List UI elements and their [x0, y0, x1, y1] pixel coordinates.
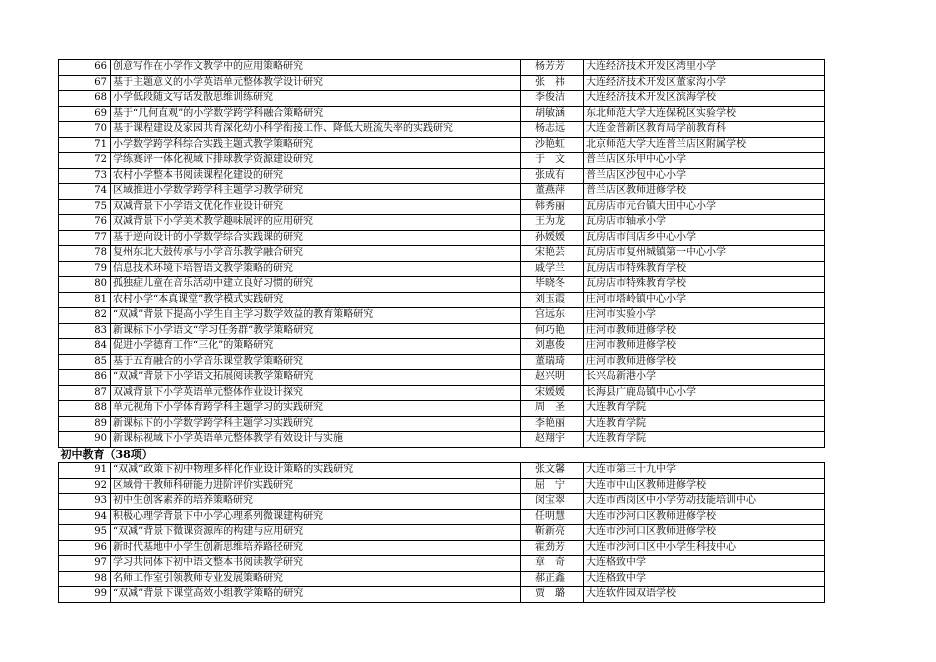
row-name: 戚学兰	[521, 261, 584, 277]
table-row	[59, 463, 825, 479]
table-row	[59, 370, 825, 386]
row-unit: 大连经济技术开发区湾里小学	[584, 60, 825, 76]
spreadsheet	[58, 59, 814, 603]
row-unit: 大连教育学院	[584, 416, 825, 432]
row-unit: 大连市中山区教师进修学校	[584, 478, 825, 494]
row-unit: 瓦房店市特殊教育学校	[584, 261, 825, 277]
row-title: 农村小学“本真课堂”教学模式实践研究	[111, 292, 521, 308]
row-name: 张成有	[521, 168, 584, 184]
row-title: “双减”背景下小学语文拓展阅读教学策略研究	[111, 370, 521, 386]
row-name: 刘惠俊	[521, 339, 584, 355]
row-name: 郝正鑫	[521, 571, 584, 587]
table-row	[59, 60, 825, 76]
table-row	[59, 168, 825, 184]
row-number: 98	[59, 571, 111, 587]
row-number: 87	[59, 385, 111, 401]
table-row	[59, 525, 825, 541]
row-name: 靳新亮	[521, 525, 584, 541]
table-row	[59, 75, 825, 91]
row-name: 杨芳芳	[521, 60, 584, 76]
table-row	[59, 385, 825, 401]
row-unit: 瓦房店市复州城镇第一中心小学	[584, 246, 825, 262]
row-title: 复州东北大鼓传承与小学音乐教学融合研究	[111, 246, 521, 262]
row-name: 周 圣	[521, 401, 584, 417]
table-row	[59, 261, 825, 277]
table-row	[59, 556, 825, 572]
table-row	[59, 230, 825, 246]
row-number: 88	[59, 401, 111, 417]
row-unit: 大连教育学院	[584, 401, 825, 417]
row-title: 区域推进小学数学跨学科主题学习教学研究	[111, 184, 521, 200]
row-name: 赵翔宇	[521, 432, 584, 448]
row-title: 区域骨干教师科研能力进阶评价实践研究	[111, 478, 521, 494]
row-number: 76	[59, 215, 111, 231]
row-name: 宫远东	[521, 308, 584, 324]
table-row	[59, 339, 825, 355]
row-name: 毕晓冬	[521, 277, 584, 293]
row-number: 95	[59, 525, 111, 541]
row-title: 创意写作在小学作文教学中的应用策略研究	[111, 60, 521, 76]
row-unit: 东北师范大学大连保税区实验学校	[584, 106, 825, 122]
row-name: 董燕萍	[521, 184, 584, 200]
row-title: 农村小学整本书阅读课程化建设的研究	[111, 168, 521, 184]
row-title: 信息技术环境下培智语文教学策略的研究	[111, 261, 521, 277]
row-number: 71	[59, 137, 111, 153]
table-row	[59, 199, 825, 215]
row-title: 初中生创客素养的培养策略研究	[111, 494, 521, 510]
row-unit: 大连经济技术开发区滨海学校	[584, 91, 825, 107]
row-title: “双减”背景下提高小学生自主学习数学效益的教育策略研究	[111, 308, 521, 324]
row-unit: 大连格致中学	[584, 556, 825, 572]
table-row	[59, 509, 825, 525]
row-unit: 普兰店区沙包中心小学	[584, 168, 825, 184]
row-title: 新课标下小学语文“学习任务群”教学策略研究	[111, 323, 521, 339]
row-unit: 北京师范大学大连普兰店区附属学校	[584, 137, 825, 153]
row-name: 李俊洁	[521, 91, 584, 107]
section-header	[59, 447, 825, 463]
row-title: 学练赛评一体化视域下排球教学资源建设研究	[111, 153, 521, 169]
row-title: 新课标下的小学数学跨学科主题学习实践研究	[111, 416, 521, 432]
table-row	[59, 416, 825, 432]
row-unit: 瓦房店市特殊教育学校	[584, 277, 825, 293]
row-number: 72	[59, 153, 111, 169]
row-title: 基于“几何直观”的小学数学跨学科融合策略研究	[111, 106, 521, 122]
row-unit: 大连教育学院	[584, 432, 825, 448]
row-name: 章 奇	[521, 556, 584, 572]
row-number: 70	[59, 122, 111, 138]
table-row	[59, 540, 825, 556]
row-title: 新课标视域下小学英语单元整体教学有效设计与实施	[111, 432, 521, 448]
row-title: 新时代基地中小学生创新思维培养路径研究	[111, 540, 521, 556]
row-name: 宋媛媛	[521, 385, 584, 401]
row-title: 双减背景下小学英语单元整体作业设计探究	[111, 385, 521, 401]
row-title: 名师工作室引领教师专业发展策略研究	[111, 571, 521, 587]
row-title: 单元视角下小学体育跨学科主题学习的实践研究	[111, 401, 521, 417]
row-number: 69	[59, 106, 111, 122]
table-row	[59, 106, 825, 122]
table-row	[59, 432, 825, 448]
row-name: 孙媛媛	[521, 230, 584, 246]
row-title: 双减背景下小学语文优化作业设计研究	[111, 199, 521, 215]
row-name: 王为龙	[521, 215, 584, 231]
row-number: 93	[59, 494, 111, 510]
row-number: 99	[59, 587, 111, 603]
row-title: 基于主题意义的小学英语单元整体教学设计研究	[111, 75, 521, 91]
row-title: 基于五育融合的小学音乐课堂教学策略研究	[111, 354, 521, 370]
table-row	[59, 122, 825, 138]
row-number: 81	[59, 292, 111, 308]
row-title: 基于逆向设计的小学数学综合实践课的研究	[111, 230, 521, 246]
table-row	[59, 215, 825, 231]
row-name: 于 文	[521, 153, 584, 169]
row-name: 胡敏涵	[521, 106, 584, 122]
row-unit: 大连市沙河口区教师进修学校	[584, 525, 825, 541]
row-number: 78	[59, 246, 111, 262]
row-number: 83	[59, 323, 111, 339]
row-name: 贾 璐	[521, 587, 584, 603]
row-unit: 大连金普新区教育局学前教育科	[584, 122, 825, 138]
row-title: “双减”背景下微课资源库的构建与应用研究	[111, 525, 521, 541]
table-row	[59, 91, 825, 107]
row-name: 董瑞琦	[521, 354, 584, 370]
row-title: 双减背景下小学美术教学趣味展评的应用研究	[111, 215, 521, 231]
table-row	[59, 277, 825, 293]
row-unit: 大连市西岗区中小学劳动技能培训中心	[584, 494, 825, 510]
row-number: 75	[59, 199, 111, 215]
row-number: 77	[59, 230, 111, 246]
row-unit: 庄河市塔岭镇中心小学	[584, 292, 825, 308]
row-unit: 瓦房店市闫店乡中心小学	[584, 230, 825, 246]
row-unit: 大连市第三十九中学	[584, 463, 825, 479]
row-name: 赵兴明	[521, 370, 584, 386]
row-unit: 大连市沙河口区教师进修学校	[584, 509, 825, 525]
row-number: 73	[59, 168, 111, 184]
table-row	[59, 292, 825, 308]
row-unit: 瓦房店市轴承小学	[584, 215, 825, 231]
junior-rows	[59, 463, 825, 603]
row-unit: 庄河市实验小学	[584, 308, 825, 324]
row-title: 促进小学德育工作“三化”的策略研究	[111, 339, 521, 355]
row-number: 92	[59, 478, 111, 494]
row-name: 沙艳虹	[521, 137, 584, 153]
row-number: 68	[59, 91, 111, 107]
row-title: “双减”背景下课堂高效小组教学策略的研究	[111, 587, 521, 603]
primary-rows	[59, 60, 825, 448]
row-unit: 大连格致中学	[584, 571, 825, 587]
row-name: 李艳丽	[521, 416, 584, 432]
section-title: 初中教育（38项）	[59, 447, 825, 463]
row-title: 学习共同体下初中语文整本书阅读教学研究	[111, 556, 521, 572]
table-row	[59, 137, 825, 153]
row-name: 何巧艳	[521, 323, 584, 339]
row-number: 96	[59, 540, 111, 556]
row-number: 82	[59, 308, 111, 324]
row-name: 任明慧	[521, 509, 584, 525]
row-name: 闵宝翠	[521, 494, 584, 510]
row-title: 基于课程建设及家园共育深化幼小科学衔接工作、降低大班流失率的实践研究	[111, 122, 521, 138]
row-unit: 普兰店区教师进修学校	[584, 184, 825, 200]
row-name: 杨志远	[521, 122, 584, 138]
row-name: 张文馨	[521, 463, 584, 479]
row-number: 85	[59, 354, 111, 370]
row-unit: 瓦房店市元台镇大田中心小学	[584, 199, 825, 215]
row-title: 积极心理学背景下中小学心理系列微课建构研究	[111, 509, 521, 525]
table-row	[59, 153, 825, 169]
row-unit: 大连软件园双语学校	[584, 587, 825, 603]
table-row	[59, 478, 825, 494]
table-row	[59, 494, 825, 510]
row-number: 84	[59, 339, 111, 355]
table-row	[59, 571, 825, 587]
row-name: 霍劲芳	[521, 540, 584, 556]
row-name: 刘玉霞	[521, 292, 584, 308]
row-number: 89	[59, 416, 111, 432]
row-unit: 大连市沙河口区中小学生科技中心	[584, 540, 825, 556]
table-row	[59, 323, 825, 339]
table-row	[59, 184, 825, 200]
row-title: 小学数学跨学科综合实践主题式教学策略研究	[111, 137, 521, 153]
row-name: 屈 宁	[521, 478, 584, 494]
table-row	[59, 401, 825, 417]
row-unit: 大连经济技术开发区董家沟小学	[584, 75, 825, 91]
row-number: 86	[59, 370, 111, 386]
row-number: 79	[59, 261, 111, 277]
row-name: 宋艳芸	[521, 246, 584, 262]
row-title: 小学低段随文写话发散思维训练研究	[111, 91, 521, 107]
row-number: 66	[59, 60, 111, 76]
row-unit: 普兰店区乐甲中心小学	[584, 153, 825, 169]
row-number: 94	[59, 509, 111, 525]
row-unit: 长兴岛新港小学	[584, 370, 825, 386]
row-unit: 庄河市教师进修学校	[584, 339, 825, 355]
table-row	[59, 308, 825, 324]
table-row	[59, 246, 825, 262]
row-title: “双减”政策下初中物理多样化作业设计策略的实践研究	[111, 463, 521, 479]
project-table	[58, 59, 825, 603]
table-row	[59, 354, 825, 370]
row-number: 97	[59, 556, 111, 572]
row-unit: 庄河市教师进修学校	[584, 354, 825, 370]
row-number: 67	[59, 75, 111, 91]
table-row	[59, 587, 825, 603]
row-name: 韩秀丽	[521, 199, 584, 215]
row-number: 90	[59, 432, 111, 448]
row-number: 80	[59, 277, 111, 293]
row-name: 张 祎	[521, 75, 584, 91]
row-unit: 庄河市教师进修学校	[584, 323, 825, 339]
section-row	[59, 447, 825, 463]
row-title: 孤独症儿童在音乐活动中建立良好习惯的研究	[111, 277, 521, 293]
row-number: 74	[59, 184, 111, 200]
row-number: 91	[59, 463, 111, 479]
row-unit: 长海县广鹿岛镇中心小学	[584, 385, 825, 401]
